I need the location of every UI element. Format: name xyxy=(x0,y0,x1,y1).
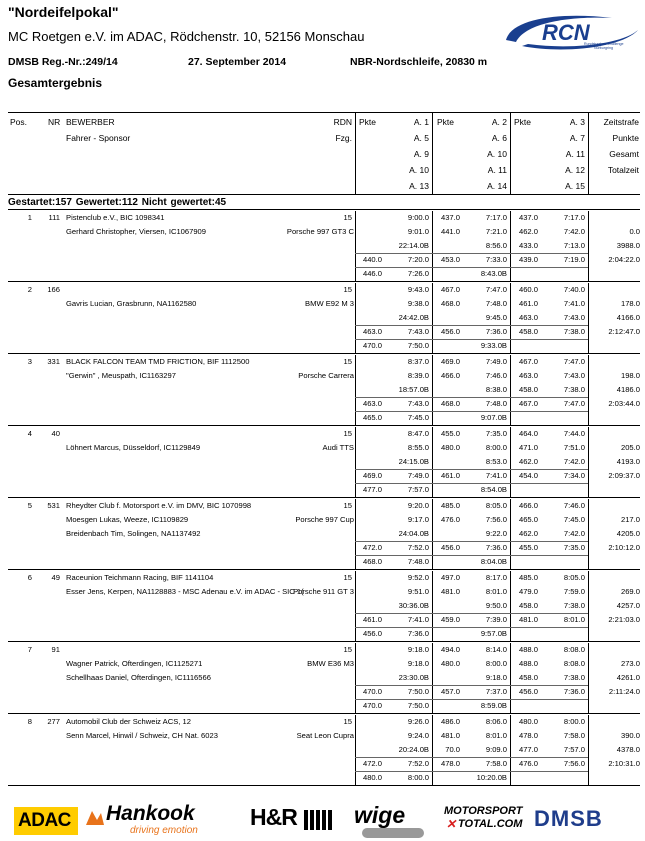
lap-value: 8:00.0 xyxy=(485,443,507,452)
lap-value: 7:52.0 xyxy=(407,759,429,768)
lap-value: 8:05.0 xyxy=(563,573,585,582)
car-number: 111 xyxy=(48,213,60,222)
lap-value: 455.0 xyxy=(440,429,460,438)
lap-value: 458.0 xyxy=(518,601,538,610)
lap-value: 7:47.0 xyxy=(563,357,585,366)
car-number: 277 xyxy=(47,717,60,726)
lap-value: 7:20.0 xyxy=(407,255,429,264)
organizer: MC Roetgen e.V. im ADAC, Rödchenstr. 10, 52156 Monschau xyxy=(8,29,365,44)
class-rdn: 15 xyxy=(343,213,352,222)
lap-value: 470.0 xyxy=(362,341,382,350)
lap-value: 456.0 xyxy=(518,687,538,696)
col-punkte: Punkte xyxy=(612,133,639,143)
lap-value: 462.0 xyxy=(518,457,538,466)
position: 1 xyxy=(27,213,32,222)
lap-value: 2:11:24.0 xyxy=(608,687,640,696)
lap-value: 468.0 xyxy=(440,399,460,408)
lap-value: 481.0 xyxy=(440,731,460,740)
lap-value: 462.0 xyxy=(518,227,538,236)
lap-value: 7:48.0 xyxy=(407,557,429,566)
lap-value: 7:51.0 xyxy=(563,443,585,452)
col-pos: Pos. xyxy=(10,117,28,127)
col-nr: NR xyxy=(48,117,61,127)
col-fzg: Fzg. xyxy=(335,133,352,143)
lap-value: 7:58.0 xyxy=(485,759,507,768)
lap-value: 30:36.0B xyxy=(398,601,429,610)
lap-value: 9:07.0B xyxy=(480,413,507,422)
class-rdn: 15 xyxy=(343,501,352,510)
driver: Esser Jens, Kerpen, NA1128883 - MSC Adenau e.V. im ADAC - SIC 1( xyxy=(66,587,304,596)
document-title: "Nordeifelpokal" xyxy=(8,4,119,20)
lap-value: 7:50.0 xyxy=(407,687,429,696)
lap-value: 461.0 xyxy=(362,615,382,624)
lap-value: 9:18.0 xyxy=(485,673,507,682)
car-number: 531 xyxy=(47,501,60,510)
lap-value: 469.0 xyxy=(362,471,382,480)
vehicle: Porsche 997 GT3 C xyxy=(286,227,354,236)
entrant: Raceunion Teichmann Racing, BIF 1141104 xyxy=(66,573,214,582)
lap-value: 459.0 xyxy=(440,615,460,624)
lap-value: 7:34.0 xyxy=(563,471,585,480)
lap-value: 7:56.0 xyxy=(485,515,507,524)
car-number: 91 xyxy=(51,645,60,654)
lap-value: 455.0 xyxy=(518,543,538,552)
class-rdn: 15 xyxy=(343,357,352,366)
position: 8 xyxy=(27,717,32,726)
lap-value: 8:17.0 xyxy=(485,573,507,582)
lap-value: 463.0 xyxy=(362,327,382,336)
result-entry xyxy=(8,211,640,283)
lap-value: 7:43.0 xyxy=(407,327,429,336)
adac-logo: ADAC xyxy=(14,807,78,835)
lap-value: 9:52.0 xyxy=(407,573,429,582)
lap-value: 468.0 xyxy=(362,557,382,566)
lap-value: 466.0 xyxy=(440,371,460,380)
driver: Gavris Lucian, Grasbrunn, NA1162580 xyxy=(66,299,197,308)
lap-value: 9:24.0 xyxy=(407,731,429,740)
lap-value: 437.0 xyxy=(518,213,538,222)
lap-value: 9:51.0 xyxy=(407,587,429,596)
lap-value: 480.0 xyxy=(440,443,460,452)
lap-value: 9:17.0 xyxy=(407,515,429,524)
lap-value: 8:08.0 xyxy=(563,645,585,654)
lap-value: 463.0 xyxy=(518,371,538,380)
lap-value: 7:17.0 xyxy=(485,213,507,222)
lap-value: 198.0 xyxy=(620,371,640,380)
class-rdn: 15 xyxy=(343,573,352,582)
lap-value: 7:46.0 xyxy=(485,371,507,380)
lap-value: 7:36.0 xyxy=(485,543,507,552)
driver: Moesgen Lukas, Weeze, IC1109829 xyxy=(66,515,189,524)
lap-value: 4205.0 xyxy=(616,529,640,538)
lap-value: 10:20.0B xyxy=(476,773,507,782)
lap-value: 463.0 xyxy=(518,313,538,322)
lap-value: 469.0 xyxy=(440,357,460,366)
lap-value: 478.0 xyxy=(440,759,460,768)
lap-value: 456.0 xyxy=(440,327,460,336)
lap-value: 457.0 xyxy=(440,687,460,696)
lap-value: 470.0 xyxy=(362,701,382,710)
lap-value: 9:33.0B xyxy=(480,341,507,350)
result-entry xyxy=(8,643,640,715)
sponsor-bar xyxy=(0,800,645,841)
lap-value: 9:09.0 xyxy=(485,745,507,754)
lap-value: 7:49.0 xyxy=(485,357,507,366)
lap-value: 8:01.0 xyxy=(485,731,507,740)
lap-value: 2:03:44.0 xyxy=(608,399,640,408)
lap-value: 458.0 xyxy=(518,327,538,336)
vehicle: Porsche 997 Cup xyxy=(295,515,354,524)
svg-text:Rundstrecken-Challenge: Rundstrecken-Challenge xyxy=(584,42,624,46)
position: 5 xyxy=(27,501,32,510)
lap-value: 7:19.0 xyxy=(563,255,585,264)
lap-value: 2:09:37.0 xyxy=(608,471,640,480)
lap-value: 440.0 xyxy=(362,255,382,264)
driver: Schellhaas Daniel, Ofterdingen, IC1116566 xyxy=(66,673,211,682)
lap-value: 7:57.0 xyxy=(407,485,429,494)
lap-value: 458.0 xyxy=(518,673,538,682)
car-number: 166 xyxy=(47,285,60,294)
lap-value: 7:36.0 xyxy=(563,687,585,696)
lap-value: 205.0 xyxy=(620,443,640,452)
lap-value: 7:56.0 xyxy=(563,759,585,768)
lap-value: 178.0 xyxy=(620,299,640,308)
lap-value: 7:48.0 xyxy=(485,299,507,308)
lap-value: 2:10:12.0 xyxy=(608,543,640,552)
driver: "Gerwin" , Meuspath, IC1163297 xyxy=(66,371,176,380)
lap-value: 8:05.0 xyxy=(485,501,507,510)
col-rdn: RDN xyxy=(333,117,352,127)
class-rdn: 15 xyxy=(343,285,352,294)
motorsport-total-logo: MOTORSPORT ✕ TOTAL.COM xyxy=(444,805,523,831)
driver: Löhnert Marcus, Düsseldorf, IC1129849 xyxy=(66,443,201,452)
lap-value: 7:58.0 xyxy=(563,731,585,740)
lap-value: 8:47.0 xyxy=(407,429,429,438)
lap-value: 9:50.0 xyxy=(485,601,507,610)
driver: Senn Marcel, Hinwil / Schweiz, CH Nat. 6023 xyxy=(66,731,218,740)
lap-value: 9:00.0 xyxy=(407,213,429,222)
hankook-logo: Hankook driving emotion xyxy=(84,803,234,839)
col-zeitstrafe: Zeitstrafe xyxy=(603,117,639,127)
lap-value: 7:46.0 xyxy=(563,501,585,510)
lap-value: 7:38.0 xyxy=(563,673,585,682)
registration-number: DMSB Reg.-Nr.:249/14 xyxy=(8,56,118,68)
wige-logo: wige xyxy=(350,802,428,838)
lap-value: 481.0 xyxy=(440,587,460,596)
lap-value: 7:59.0 xyxy=(563,587,585,596)
lap-value: 454.0 xyxy=(518,471,538,480)
lap-value: 7:47.0 xyxy=(485,285,507,294)
lap-value: 7:41.0 xyxy=(563,299,585,308)
position: 6 xyxy=(27,573,32,582)
class-rdn: 15 xyxy=(343,429,352,438)
lap-value: 7:45.0 xyxy=(563,515,585,524)
lap-value: 9:20.0 xyxy=(407,501,429,510)
lap-value: 9:45.0 xyxy=(485,313,507,322)
lap-value: 472.0 xyxy=(362,543,382,552)
lap-value: 7:50.0 xyxy=(407,341,429,350)
result-entry xyxy=(8,715,640,787)
lap-value: 7:35.0 xyxy=(485,429,507,438)
lap-value: 7:21.0 xyxy=(485,227,507,236)
lap-value: 497.0 xyxy=(440,573,460,582)
lap-value: 8:43.0B xyxy=(480,269,507,278)
lap-value: 488.0 xyxy=(518,645,538,654)
lap-value: 8:37.0 xyxy=(407,357,429,366)
lap-value: 8:01.0 xyxy=(563,615,585,624)
lap-value: 461.0 xyxy=(518,299,538,308)
venue: NBR-Nordschleife, 20830 m xyxy=(350,56,488,68)
lap-value: 70.0 xyxy=(445,745,460,754)
start-statistics: Gestartet:157 Gewertet:112 Nicht gewertet:45 xyxy=(8,197,227,208)
lap-value: 7:35.0 xyxy=(563,543,585,552)
lap-value: 8:56.0 xyxy=(485,241,507,250)
lap-value: 494.0 xyxy=(440,645,460,654)
col-fahrer: Fahrer - Sponsor xyxy=(66,133,131,143)
rcn-logo-text: RCN xyxy=(542,20,590,45)
lap-value: 7:50.0 xyxy=(407,701,429,710)
result-entry xyxy=(8,427,640,499)
lap-value: 7:57.0 xyxy=(563,745,585,754)
lap-value: 8:00.0 xyxy=(485,659,507,668)
lap-value: 477.0 xyxy=(362,485,382,494)
position: 2 xyxy=(27,285,32,294)
lap-value: 390.0 xyxy=(620,731,640,740)
lap-value: 24:15.0B xyxy=(398,457,429,466)
lap-value: 7:42.0 xyxy=(563,457,585,466)
lap-value: 4261.0 xyxy=(616,673,640,682)
lap-value: 9:18.0 xyxy=(407,659,429,668)
lap-value: 8:39.0 xyxy=(407,371,429,380)
lap-value: 4186.0 xyxy=(616,385,640,394)
lap-value: 7:33.0 xyxy=(485,255,507,264)
lap-value: 472.0 xyxy=(362,759,382,768)
lap-value: 479.0 xyxy=(518,587,538,596)
lap-value: 446.0 xyxy=(362,269,382,278)
vehicle: Audi TTS xyxy=(322,443,354,452)
class-rdn: 15 xyxy=(343,717,352,726)
lap-value: 480.0 xyxy=(518,717,538,726)
lap-value: 7:38.0 xyxy=(563,601,585,610)
class-rdn: 15 xyxy=(343,645,352,654)
lap-value: 439.0 xyxy=(518,255,538,264)
lap-value: 7:44.0 xyxy=(563,429,585,438)
result-entry xyxy=(8,355,640,427)
lap-value: 480.0 xyxy=(440,659,460,668)
lap-value: 7:43.0 xyxy=(563,313,585,322)
svg-text:Nürburgring: Nürburgring xyxy=(594,46,613,50)
lap-value: 269.0 xyxy=(620,587,640,596)
lap-value: 8:00.0 xyxy=(563,717,585,726)
lap-value: 273.0 xyxy=(620,659,640,668)
lap-value: 9:43.0 xyxy=(407,285,429,294)
lap-value: 8:06.0 xyxy=(485,717,507,726)
lap-value: 9:57.0B xyxy=(480,629,507,638)
lap-value: 7:41.0 xyxy=(485,471,507,480)
vehicle: Seat Leon Cupra xyxy=(296,731,354,740)
page-subtitle: Gesamtergebnis xyxy=(8,76,103,90)
lap-value: 9:18.0 xyxy=(407,645,429,654)
lap-value: 467.0 xyxy=(518,357,538,366)
lap-value: 7:42.0 xyxy=(563,529,585,538)
result-entry xyxy=(8,499,640,571)
result-entry xyxy=(8,571,640,643)
lap-value: 460.0 xyxy=(518,285,538,294)
lap-value: 8:01.0 xyxy=(485,587,507,596)
lap-value: 7:38.0 xyxy=(563,327,585,336)
lap-value: 485.0 xyxy=(440,501,460,510)
lap-value: 7:26.0 xyxy=(407,269,429,278)
lap-value: 7:13.0 xyxy=(563,241,585,250)
driver: Gerhard Christopher, Viersen, IC1067909 xyxy=(66,227,207,236)
lap-value: 441.0 xyxy=(440,227,460,236)
driver: Breidenbach Tim, Solingen, NA1137492 xyxy=(66,529,201,538)
lap-value: 467.0 xyxy=(518,399,538,408)
lap-value: 7:43.0 xyxy=(563,371,585,380)
entrant: Pistenclub e.V., BIC 1098341 xyxy=(66,213,165,222)
lap-value: 7:36.0 xyxy=(485,327,507,336)
lap-value: 453.0 xyxy=(440,255,460,264)
lap-value: 466.0 xyxy=(518,501,538,510)
col-pkte-3: Pkte xyxy=(514,117,532,127)
col-bewerber: BEWERBER xyxy=(66,117,115,127)
lap-value: 8:04.0B xyxy=(480,557,507,566)
result-entry xyxy=(8,283,640,355)
lap-value: 481.0 xyxy=(518,615,538,624)
lap-value: 8:53.0 xyxy=(485,457,507,466)
lap-value: 7:37.0 xyxy=(485,687,507,696)
lap-value: 478.0 xyxy=(518,731,538,740)
event-date: 27. September 2014 xyxy=(188,56,287,68)
entrant: Automobil Club der Schweiz ACS, 12 xyxy=(66,717,191,726)
lap-value: 7:40.0 xyxy=(563,285,585,294)
vehicle: BMW E92 M 3 xyxy=(305,299,354,308)
col-pkte-1: Pkte xyxy=(359,117,377,127)
lap-value: 8:54.0B xyxy=(480,485,507,494)
lap-value: 7:47.0 xyxy=(563,399,585,408)
lap-value: 2:04:22.0 xyxy=(608,255,640,264)
lap-value: 7:38.0 xyxy=(563,385,585,394)
lap-value: 2:21:03.0 xyxy=(608,615,640,624)
lap-value: 464.0 xyxy=(518,429,538,438)
lap-value: 476.0 xyxy=(518,759,538,768)
lap-value: 4166.0 xyxy=(616,313,640,322)
lap-value: 23:30.0B xyxy=(398,673,429,682)
col-pkte-2: Pkte xyxy=(437,117,455,127)
lap-value: 8:38.0 xyxy=(485,385,507,394)
position: 3 xyxy=(27,357,32,366)
lap-value: 465.0 xyxy=(362,413,382,422)
lap-value: 462.0 xyxy=(518,529,538,538)
lap-value: 485.0 xyxy=(518,573,538,582)
lap-value: 465.0 xyxy=(518,515,538,524)
lap-value: 4378.0 xyxy=(616,745,640,754)
hr-logo: H&R xyxy=(250,804,336,836)
lap-value: 7:41.0 xyxy=(407,615,429,624)
lap-value: 217.0 xyxy=(620,515,640,524)
car-number: 40 xyxy=(51,429,60,438)
lap-value: 9:38.0 xyxy=(407,299,429,308)
lap-value: 8:14.0 xyxy=(485,645,507,654)
lap-value: 458.0 xyxy=(518,385,538,394)
lap-value: 7:52.0 xyxy=(407,543,429,552)
lap-value: 2:10:31.0 xyxy=(608,759,640,768)
col-totalzeit: Totalzeit xyxy=(607,165,639,175)
lap-value: 477.0 xyxy=(518,745,538,754)
lap-value: 0.0 xyxy=(629,227,640,236)
car-number: 49 xyxy=(51,573,60,582)
lap-value: 471.0 xyxy=(518,443,538,452)
lap-value: 461.0 xyxy=(440,471,460,480)
lap-value: 480.0 xyxy=(362,773,382,782)
lap-value: 7:42.0 xyxy=(563,227,585,236)
lap-value: 7:39.0 xyxy=(485,615,507,624)
lap-value: 456.0 xyxy=(362,629,382,638)
lap-value: 8:59.0B xyxy=(480,701,507,710)
lap-value: 467.0 xyxy=(440,285,460,294)
vehicle: Porsche 911 GT 3 xyxy=(293,587,354,596)
lap-value: 4257.0 xyxy=(616,601,640,610)
lap-value: 8:00.0 xyxy=(407,773,429,782)
lap-value: 7:17.0 xyxy=(563,213,585,222)
lap-value: 4193.0 xyxy=(616,457,640,466)
lap-value: 7:48.0 xyxy=(485,399,507,408)
col-gesamt: Gesamt xyxy=(609,149,639,159)
entrant: BLACK FALCON TEAM TMD FRICTION, BIF 1112500 xyxy=(66,357,250,366)
lap-value: 8:55.0 xyxy=(407,443,429,452)
lap-value: 7:43.0 xyxy=(407,399,429,408)
lap-value: 433.0 xyxy=(518,241,538,250)
lap-value: 20:24.0B xyxy=(398,745,429,754)
lap-value: 468.0 xyxy=(440,299,460,308)
car-number: 331 xyxy=(47,357,60,366)
lap-value: 470.0 xyxy=(362,687,382,696)
lap-value: 2:12:47.0 xyxy=(608,327,640,336)
vehicle: BMW E36 M3 xyxy=(307,659,354,668)
lap-value: 22:14.0B xyxy=(398,241,429,250)
vehicle: Porsche Carrera xyxy=(298,371,354,380)
entrant: Rheydter Club f. Motorsport e.V. im DMV, BIC 1070998 xyxy=(66,501,252,510)
lap-value: 9:26.0 xyxy=(407,717,429,726)
lap-value: 24:04.0B xyxy=(398,529,429,538)
lap-value: 488.0 xyxy=(518,659,538,668)
lap-value: 437.0 xyxy=(440,213,460,222)
lap-value: 7:49.0 xyxy=(407,471,429,480)
rcn-logo xyxy=(502,12,640,54)
lap-value: 7:45.0 xyxy=(407,413,429,422)
hankook-emblem-icon xyxy=(84,807,106,829)
lap-value: 486.0 xyxy=(440,717,460,726)
position: 7 xyxy=(27,645,32,654)
lap-value: 9:22.0 xyxy=(485,529,507,538)
lap-value: 3988.0 xyxy=(616,241,640,250)
lap-value: 9:01.0 xyxy=(407,227,429,236)
position: 4 xyxy=(27,429,32,438)
driver: Wagner Patrick, Ofterdingen, IC1125271 xyxy=(66,659,203,668)
lap-value: 463.0 xyxy=(362,399,382,408)
lap-value: 24:42.0B xyxy=(398,313,429,322)
dmsb-logo: DMSB xyxy=(534,806,603,831)
lap-value: 7:36.0 xyxy=(407,629,429,638)
lap-value: 18:57.0B xyxy=(398,385,429,394)
lap-value: 476.0 xyxy=(440,515,460,524)
lap-value: 8:08.0 xyxy=(563,659,585,668)
lap-value: 456.0 xyxy=(440,543,460,552)
